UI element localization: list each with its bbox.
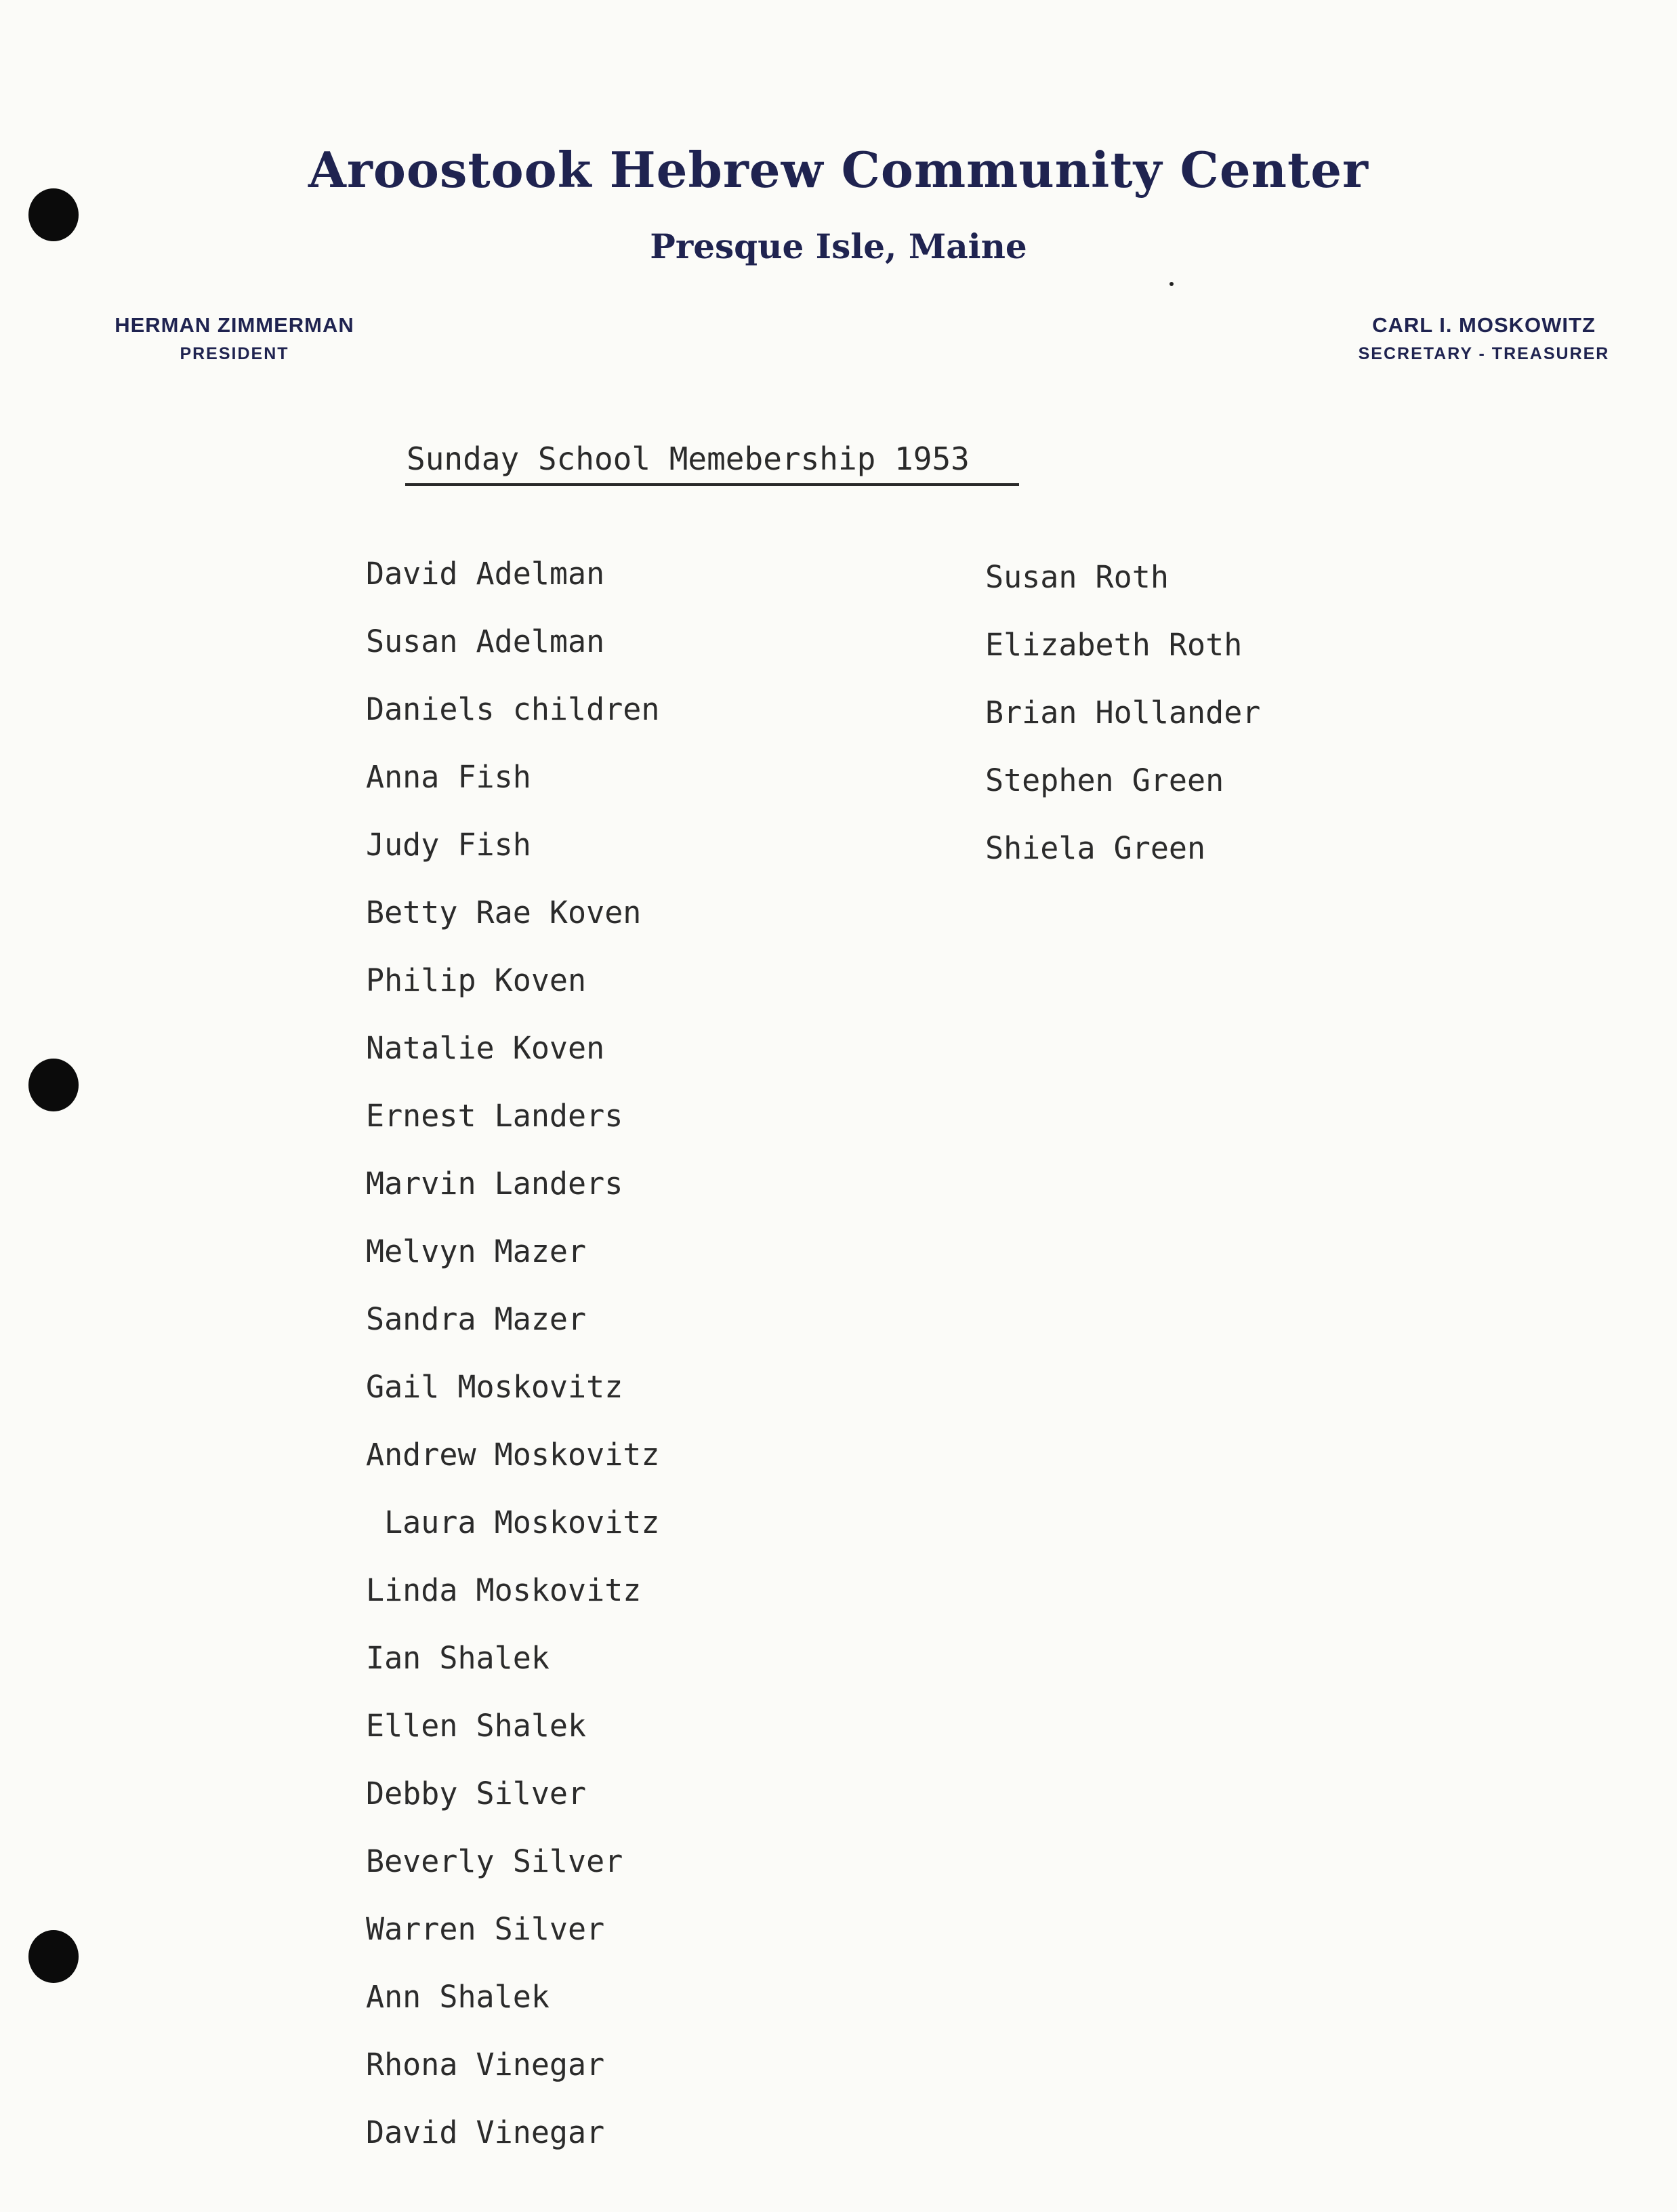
list-item: Beverly Silver: [366, 1843, 623, 1879]
list-item: Judy Fish: [366, 827, 531, 863]
list-item: Rhona Vinegar: [366, 2047, 605, 2083]
list-item: Ernest Landers: [366, 1098, 623, 1134]
list-item: Susan Adelman: [366, 623, 605, 659]
title-underline: [405, 483, 1019, 486]
list-item: Ann Shalek: [366, 1979, 550, 2015]
member-list-column-1: [366, 540, 659, 2167]
list-item: Melvyn Mazer: [366, 1233, 587, 1269]
list-item: Sandra Mazer: [366, 1301, 587, 1337]
list-item: Linda Moskovitz: [366, 1572, 642, 1608]
president-name: HERMAN ZIMMERMAN: [115, 313, 354, 337]
list-item: Betty Rae Koven: [366, 895, 642, 930]
list-item: Shiela Green: [985, 830, 1206, 866]
list-item: Debby Silver: [366, 1776, 587, 1811]
list-item: Gail Moskovitz: [366, 1369, 623, 1405]
president-title: PRESIDENT: [180, 344, 289, 363]
binder-hole-bottom: [28, 1930, 79, 1983]
secretary-treasurer-name: CARL I. MOSKOWITZ: [1372, 313, 1596, 337]
list-item: Brian Hollander: [985, 695, 1261, 731]
list-item: Marvin Landers: [366, 1166, 623, 1202]
list-item: Daniels children: [366, 691, 660, 727]
list-item: Warren Silver: [366, 1911, 605, 1947]
list-item: Stephen Green: [985, 762, 1224, 798]
list-item: Anna Fish: [366, 759, 531, 795]
list-item: David Adelman: [366, 556, 605, 592]
list-item: Andrew Moskovitz: [366, 1437, 660, 1473]
secretary-treasurer-title: SECRETARY - TREASURER: [1358, 344, 1610, 363]
list-item: Philip Koven: [366, 962, 587, 998]
list-item: David Vinegar: [366, 2114, 605, 2150]
president-block: [92, 313, 377, 364]
list-item: Natalie Koven: [366, 1030, 605, 1066]
member-list-column-2: [985, 544, 1260, 882]
list-item: Ellen Shalek: [366, 1708, 587, 1744]
organization-name: Aroostook Hebrew Community Center: [308, 141, 1369, 199]
binder-hole-middle: [28, 1059, 79, 1111]
list-item: Elizabeth Roth: [985, 627, 1243, 663]
ink-speck: [1169, 282, 1174, 286]
list-item: Laura Moskovitz: [366, 1504, 660, 1540]
document-title: Sunday School Memebership 1953: [407, 441, 970, 477]
list-item: Susan Roth: [985, 559, 1169, 595]
organization-location: Presque Isle, Maine: [650, 226, 1027, 266]
secretary-treasurer-block: [1335, 313, 1633, 364]
list-item: Ian Shalek: [366, 1640, 550, 1676]
